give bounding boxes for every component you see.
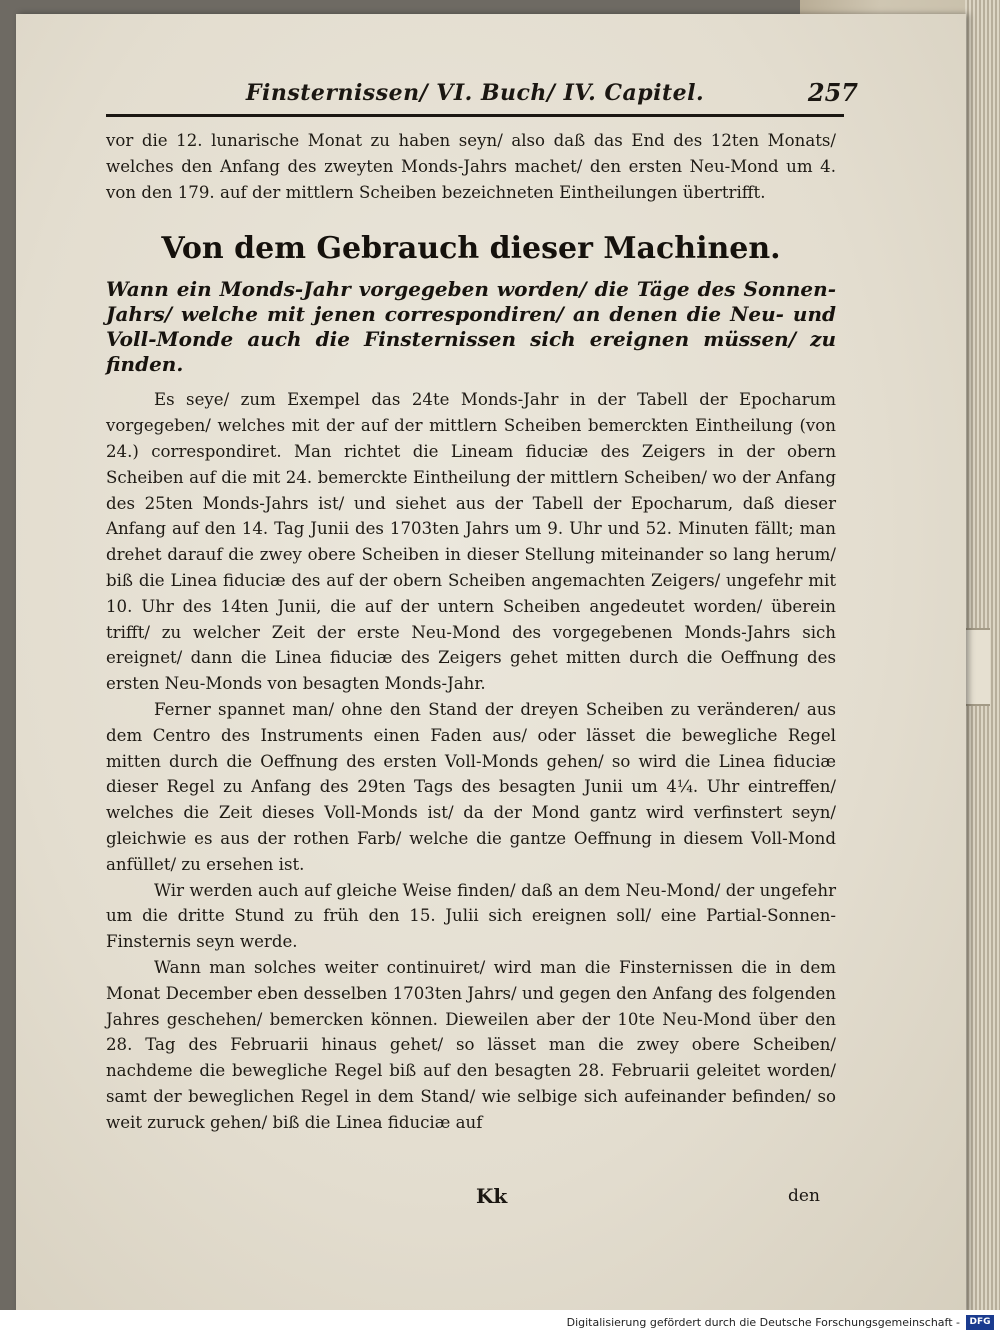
- intro-paragraph: vor die 12. lunarische Monat zu haben seyn/ also daß das End des 12ten Monats/ welches den Anfang des zweyten Monds-Jahrs machet/ den ersten Neu-Mond um 4. von den 179. auf der mittlern Scheiben bezeichneten Eintheilungen übertrifft.: [106, 131, 836, 202]
- header-rule: [106, 114, 844, 117]
- body-paragraph: Wir werden auch auf gleiche Weise finden/ daß an dem Neu-Mond/ der ungefehr um die dritte Stund zu früh den 15. Julii sich ereignen soll/ eine Partial-Sonnen-Finsternis seyn werde.: [106, 880, 836, 952]
- dfg-logo-icon: DFG: [966, 1315, 994, 1330]
- body-paragraph: Wann man solches weiter continuiret/ wird man die Finsternissen die in dem Monat December eben desselben 1703ten Jahrs/ und gegen den Anfang des folgenden Jahres geschehen/ bemercken können. Dieweilen aber der 10te Neu-Mond über den 28. Tag des Februarii hinaus gehet/ so lässet man die zwey obere Scheiben/ nachdeme die bewegliche Regel biß auf den besagten 28. Februarii geleitet worden/ samt der beweglichen Regel in dem Stand/ wie selbige sich aufeinander befinden/ so weit zuruck gehen/ biß die Linea fiduciæ auf: [106, 957, 836, 1132]
- footer-bar: [0, 1310, 1000, 1337]
- running-title: Finsternissen/ VI. Buch/ IV. Capitel.: [245, 80, 705, 106]
- footer-credit: Digitalisierung gefördert durch die Deutsche Forschungsgemeinschaft -: [566, 1316, 960, 1329]
- catchword: den: [788, 1186, 820, 1206]
- body-paragraph: Ferner spannet man/ ohne den Stand der dreyen Scheiben zu veränderen/ aus dem Centro des Instruments einen Faden aus/ oder lässet die bewegliche Regel mitten durch die Oeffnung des ersten Voll-Monds gehen/ so wird die Linea fiduciæ dieser Regel zu Anfang des 29ten Tags des besagten Junii um 4¼. Uhr eintreffen/ welches die Zeit dieses Voll-Monds ist/ da der Mond gantz wird verfinstert seyn/ gleichwie es aus der rothen Farb/ welche die gantze Oeffnung in diesem Voll-Mond anfüllet/ zu ersehen ist.: [106, 699, 836, 874]
- signature-mark: Kk: [476, 1184, 508, 1208]
- book-page: [16, 14, 966, 1310]
- page-body: [106, 128, 836, 1136]
- section-title: Von dem Gebrauch dieser Machinen.: [161, 231, 781, 267]
- page-number: 257: [807, 78, 858, 107]
- subheading: Wann ein Monds-Jahr vorgegeben worden/ die Täge des Sonnen-Jahrs/ welche mit jenen correspondiren/ an denen die Neu- und Voll-Monde auch die Finsternissen sich ereignen müssen/ zu finden.: [106, 277, 836, 377]
- body-paragraph: Es seye/ zum Exempel das 24te Monds-Jahr in der Tabell der Epocharum vorgegeben/ welches mit der auf der mittlern Scheiben bemerckten Eintheilung (von 24.) correspondiret. Man richtet die Lineam fiduciæ des Zeigers in der obern Scheiben auf die mit 24. bemerckte Eintheilung der mittlern Scheiben/ wo der Anfang des 25ten Monds-Jahrs ist/ und siehet aus der Tabell der Epocharum, daß dieser Anfang auf den 14. Tag Junii des 1703ten Jahrs um 9. Uhr und 52. Minuten fällt; man drehet darauf die zwey obere Scheiben in dieser Stellung miteinander so lang herum/ biß die Linea fiduciæ des auf der obern Scheiben angemachten Zeigers/ ungefehr mit 10. Uhr des 14ten Junii, die auf der untern Scheiben angedeutet worden/ überein trifft/ zu welcher Zeit der erste Neu-Mond des vorgegebenen Monds-Jahrs sich ereignet/ dann die Linea fiduciæ des Zeigers gehet mitten durch die Oeffnung des ersten Neu-Monds von besagten Monds-Jahr.: [106, 390, 836, 694]
- running-header: [106, 72, 858, 112]
